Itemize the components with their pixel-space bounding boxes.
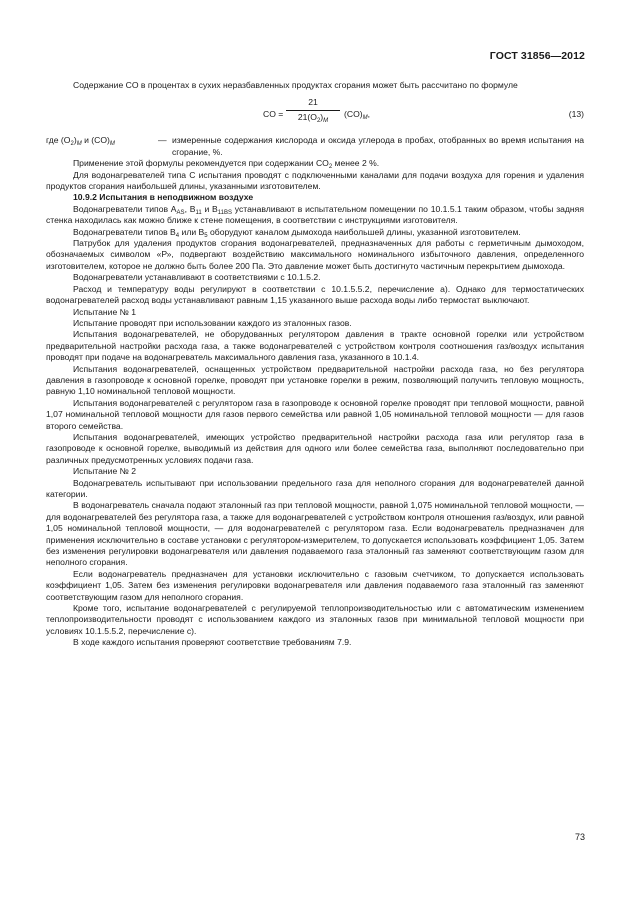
legend-term: где $(O_2)_M$ и $(CO)_M$	[46, 135, 115, 148]
paragraph: Испытания водонагревателей, имеющих устройство предварительной настройки расхода газа или регулятор газа в газопроводе к основной горелке, выводимый из действия для одного или более семейства газа, выполняют последовательно при различных предусмотренных условиях подачи газа.	[46, 431, 584, 465]
standard-header: ГОСТ 31856—2012	[489, 50, 585, 62]
formula-lhs: CO =	[263, 109, 284, 120]
paragraph-types-b4-b5: Водонагреватели типов $B_4$ или $B_5$ оборудуют каналом дымохода наибольшей длины, указанной изготовителем.	[73, 226, 521, 239]
section-title: 10.9.2 Испытания в неподвижном воздухе	[73, 192, 254, 203]
paragraph: Водонагреватели устанавливают в соответствиями с 10.1.5.2.	[73, 272, 321, 283]
legend-description: измеренные содержания кислорода и оксида углерода в пробах, отобранных во время испытания на сгорание, %.	[172, 135, 584, 157]
paragraph: Если водонагреватель предназначен для установки исключительно с газовым счетчиком, то допускается использовать коэффициент 1,05. Затем без изменения регулировки водонагревателя или давления подаваемого газа эталонный газ заменяют соответствующим газом для неполного сгорания.	[46, 568, 584, 602]
paragraph: Расход и температуру воды регулируют в соответствии с 10.1.5.5.2, перечисление а). Однако для термостатических водонагревателей расход воды устанавливают равным 1,15 указанного выше расхода воды либо термостат выключают.	[46, 283, 584, 306]
paragraph: Испытания водонагревателей, оснащенных устройством предварительной настройки расхода газа, но без регулятора давления в газопроводе к основной горелке, проводят при установке горелки в режим, позволяющий получить тепловую мощность, равную 1,10 номинальной тепловой мощности.	[46, 363, 584, 397]
paragraph-types-a-b: Водонагреватели типов $A_{AS}$, $B_{11}$ и $B_{11BS}$ устанавливают в испытательном помещении по 10.1.5.1 таким образом, чтобы задняя стенка находилась как можно ближе к стене помещения, в соответствии с инструкциями изготовителя.	[46, 203, 584, 226]
formula-number: (13)	[568, 109, 584, 120]
formula-legend	[46, 135, 584, 158]
paragraph: Патрубок для удаления продуктов сгорания водонагревателей, предназначенных для работы с герметичным дымоходом, обозначаемых символом «Р», подвергают воздействию максимального номинального избыточного давления, определенного изготовителем, которое не должно быть более 200 Па. Это давление может быть достигнуто частичным перекрытием дымохода.	[46, 238, 584, 271]
paragraph: Испытания водонагревателей, не оборудованных регулятором давления в тракте основной горелки или устройством предварительной настройки расхода газа, а также водонагревателей с устройством контроля соотношения газ/воздух испытания проводят при подаче на водонагреватель максимального давления газа, указанного в 10.1.4.	[46, 329, 584, 363]
test-heading-1: Испытание № 1	[73, 306, 137, 317]
intro-paragraph: Содержание CO в процентах в сухих неразбавленных продуктах сгорания может быть рассчитано по формуле	[73, 80, 518, 90]
formula-denominator: $21(O_2)_M$	[297, 111, 329, 124]
paragraph: Испытание проводят при использовании каждого из эталонных газов.	[73, 317, 352, 328]
test-heading-2: Испытание № 2	[73, 466, 137, 477]
page-content	[46, 80, 584, 649]
paragraph: В водонагреватель сначала подают эталонный газ при тепловой мощности, равной 1,075 номинальной тепловой мощности, — для водонагревателей без регулятора газа, а также для водонагревателей с устройством контроля отношения газ/воздух, или равной 1,05 номинальной тепловой мощности, — для водонагревателей с регулятором газа. Если водонагреватель предназначен для применения исключительно в составе установки с регулятором-измерителем, то допускается использовать коэффициент 1,05. Затем без изменения регулировки водонагревателя или давления подаваемого газа эталонный газ заменяют соответствующим газом для неполного сгорания.	[46, 500, 584, 568]
formula-fraction	[286, 97, 340, 123]
paragraph-type-c: Для водонагревателей типа С испытания проводят с подключенными каналами для подачи воздуха для горения и удаления продуктов сгорания наибольшей длины, указанными изготовителем.	[46, 169, 584, 192]
paragraph-formula-use: Применение этой формулы рекомендуется при содержании $CO_2$ менее 2 %.	[73, 158, 380, 171]
formula-numerator: 21	[286, 97, 340, 110]
formula-rhs: $(CO)_M$,	[344, 109, 371, 122]
paragraph: В ходе каждого испытания проверяют соответствие требованиям 7.9.	[73, 637, 352, 648]
paragraph: Испытания водонагревателей с регулятором газа в газопроводе к основной горелке проводят при тепловой мощности, равной 1,07 номинальной тепловой мощности для газов первого семейства или равной 1,05 номинальной тепловой мощности — для газов второго семейства.	[46, 397, 584, 431]
paragraph: Кроме того, испытание водонагревателей с регулируемой теплопроизводительностью или с автоматическим изменением теплопроизводительности проводят с использованием каждого из эталонных газов при минимальной тепловой мощности при условиях 10.1.5.5.2, перечисление с).	[46, 603, 584, 636]
formula-13	[46, 97, 584, 131]
legend-dash: —	[158, 135, 167, 146]
paragraph: Водонагреватель испытывают при использовании предельного газа для неполного сгорания для водонагревателей данной категории.	[46, 477, 584, 499]
page-number: 73	[574, 832, 585, 842]
